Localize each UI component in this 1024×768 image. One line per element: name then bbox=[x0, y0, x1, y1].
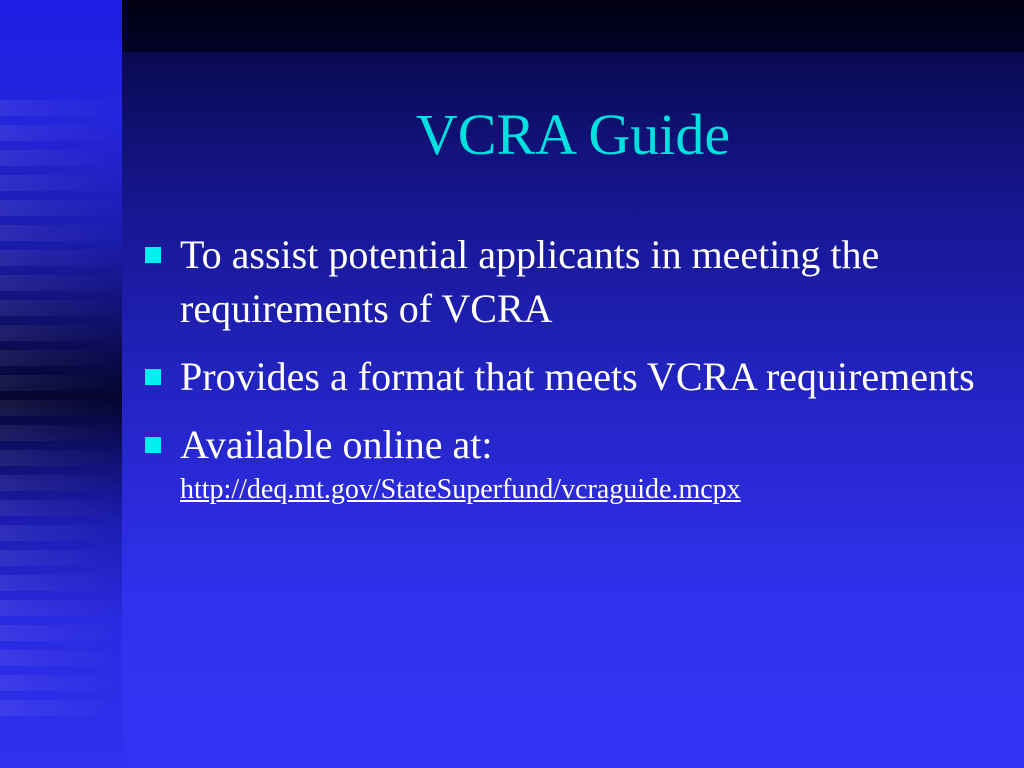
bullet-item-assist bbox=[145, 228, 995, 336]
bullet-item-format bbox=[145, 350, 995, 404]
bullet-text: To assist potential applicants in meeting the requirements of VCRA bbox=[180, 232, 880, 331]
top-dark-band bbox=[0, 0, 1024, 52]
bullet-list bbox=[145, 228, 995, 522]
bullet-text: Available online at: bbox=[180, 422, 493, 467]
slide-title: VCRA Guide bbox=[415, 102, 731, 167]
bullet-text: Provides a format that meets VCRA requirements bbox=[180, 354, 975, 399]
square-bullet-icon bbox=[145, 369, 161, 385]
decorative-square-pattern bbox=[0, 100, 122, 720]
square-bullet-icon bbox=[145, 247, 161, 263]
bullet-item-online bbox=[145, 418, 995, 508]
left-decorative-band bbox=[0, 0, 122, 768]
square-bullet-icon bbox=[145, 437, 161, 453]
vcra-guide-link[interactable]: http://deq.mt.gov/StateSuperfund/vcraguide.mcpx bbox=[180, 474, 741, 505]
